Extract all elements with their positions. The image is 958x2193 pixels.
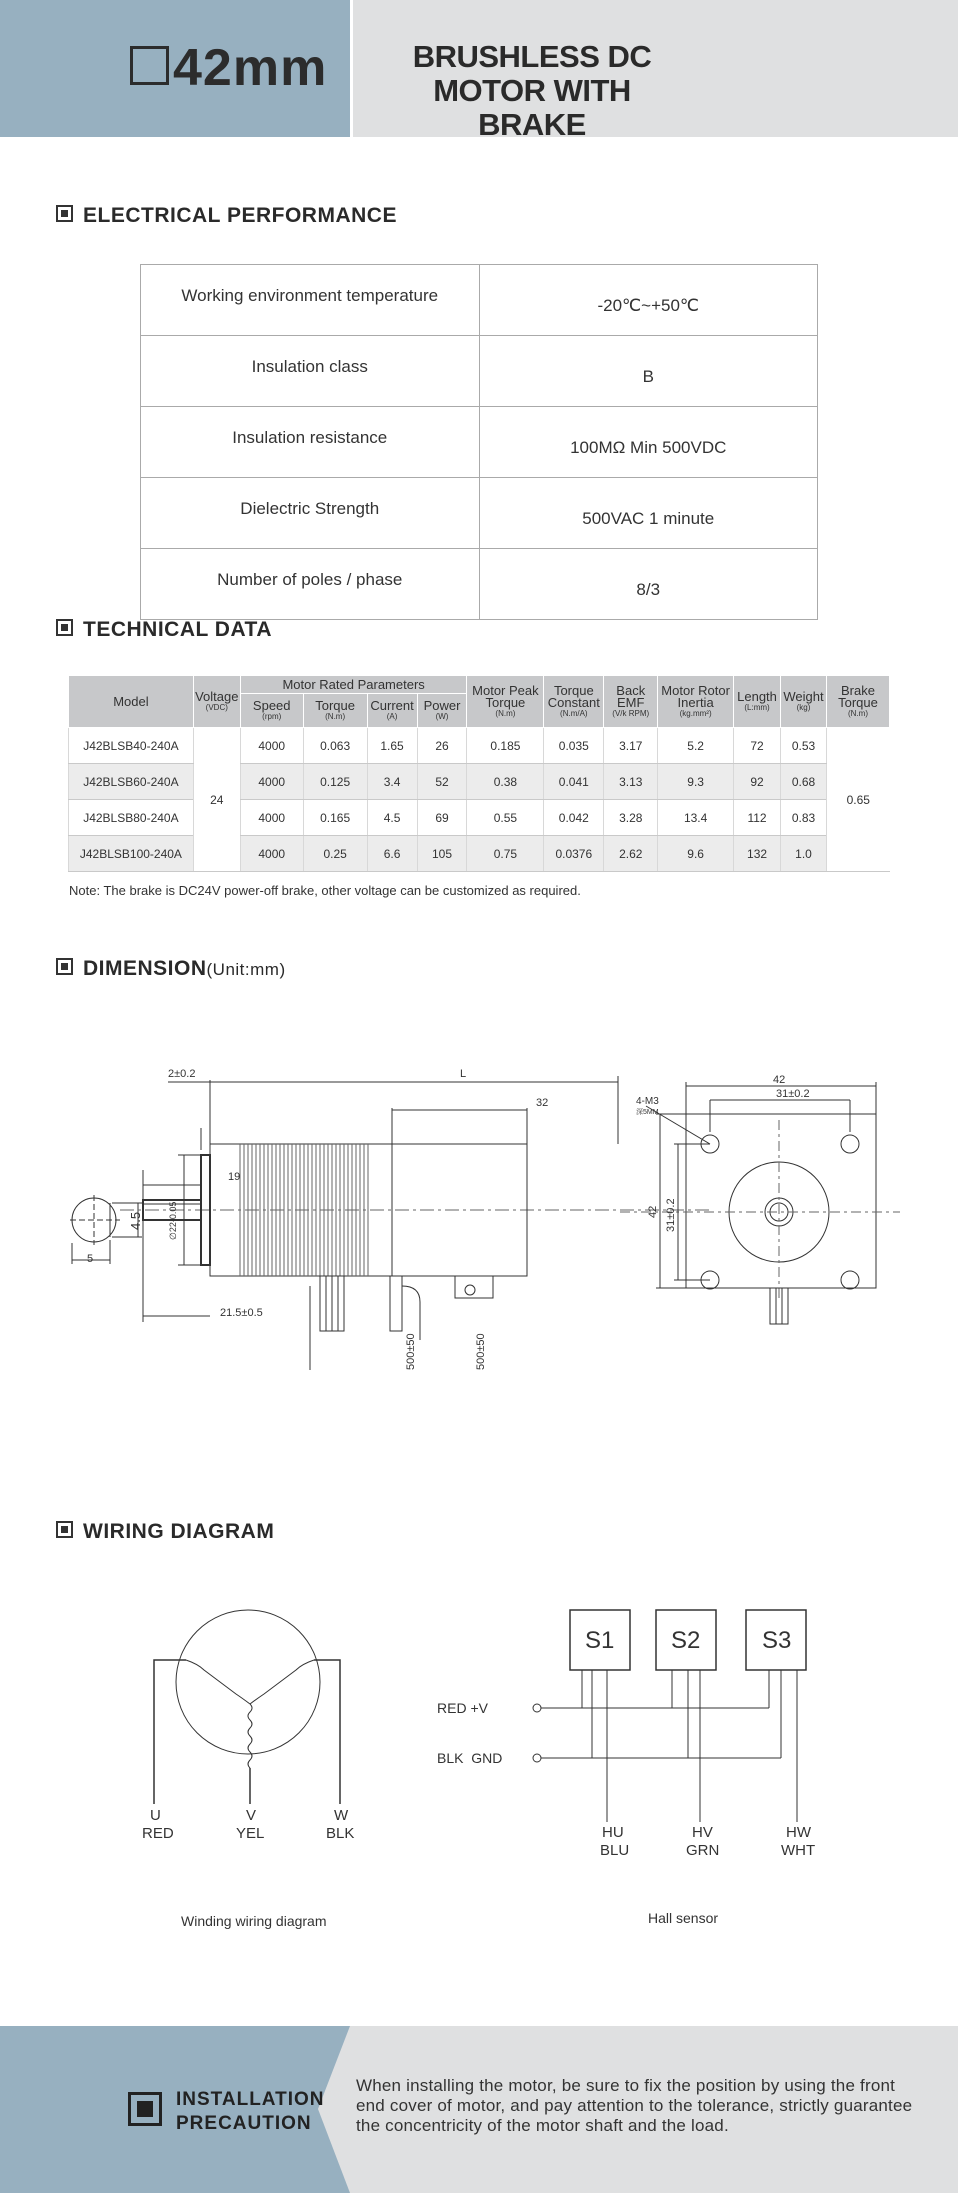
table-cell-label: Insulation resistance bbox=[141, 407, 480, 478]
cell-torque: 0.063 bbox=[303, 728, 367, 764]
header-label: Speed bbox=[252, 698, 291, 713]
header-label: Brake Torque bbox=[838, 683, 878, 710]
section-title: TECHNICAL DATA bbox=[83, 618, 272, 641]
power-ground-label: BLK GND bbox=[437, 1750, 503, 1766]
cell-speed: 4000 bbox=[240, 800, 303, 836]
cell-emf: 3.28 bbox=[604, 800, 658, 836]
cell-model: J42BLSB40-240A bbox=[69, 728, 194, 764]
sensor-s3: S3 bbox=[762, 1627, 792, 1654]
dim-shaft-width: 5 bbox=[87, 1253, 94, 1265]
table-row bbox=[69, 800, 890, 836]
phase-v: V bbox=[246, 1807, 257, 1824]
cell-model: J42BLSB100-240A bbox=[69, 836, 194, 872]
dimension-drawing bbox=[60, 1040, 900, 1420]
header-torque bbox=[303, 694, 367, 728]
table-cell-value: 500VAC 1 minute bbox=[479, 478, 818, 549]
hall-sensor-diagram bbox=[437, 1610, 815, 1859]
table-cell-value: 100MΩ Min 500VDC bbox=[479, 407, 818, 478]
dim-holes-depth: 深5MM bbox=[636, 1109, 659, 1116]
section-title: WIRING DIAGRAM bbox=[83, 1520, 275, 1543]
section-dimension-heading bbox=[56, 957, 286, 981]
cell-power: 52 bbox=[417, 764, 467, 800]
section-title: DIMENSION bbox=[83, 957, 207, 980]
section-unit: (Unit:mm) bbox=[206, 960, 286, 979]
table-cell-label: Number of poles / phase bbox=[141, 549, 480, 620]
hall-hu-color: BLU bbox=[600, 1842, 630, 1859]
table-cell-label: Working environment temperature bbox=[141, 265, 480, 336]
phase-w: W bbox=[334, 1807, 349, 1824]
header-brake-torque bbox=[826, 676, 889, 728]
dim-length: L bbox=[460, 1068, 467, 1080]
cell-inertia: 9.6 bbox=[658, 836, 734, 872]
footer-text: When installing the motor, be sure to fix the position by using the front end cover of motor, and pay attention to the tolerance, strictly guarantee the concentricity of the motor shaft and the load. bbox=[356, 2076, 913, 2135]
cell-emf: 3.13 bbox=[604, 764, 658, 800]
installation-footer bbox=[0, 2026, 958, 2193]
header-unit: (N.m) bbox=[325, 712, 346, 721]
dim-height: 42 bbox=[647, 1205, 659, 1218]
header-power bbox=[417, 694, 467, 728]
cell-length: 72 bbox=[734, 728, 781, 764]
dim-flange: 2±0.2 bbox=[168, 1068, 196, 1080]
section-technical-heading bbox=[56, 618, 272, 642]
header-label: Power bbox=[423, 698, 461, 713]
cell-length: 92 bbox=[734, 764, 781, 800]
cell-power: 69 bbox=[417, 800, 467, 836]
header-unit: (kg.mm²) bbox=[679, 709, 712, 718]
header-unit: (N.m) bbox=[495, 709, 516, 718]
header-back-emf bbox=[604, 676, 658, 728]
header-length bbox=[734, 676, 781, 728]
section-square-icon bbox=[56, 958, 73, 975]
cell-weight: 1.0 bbox=[781, 836, 827, 872]
cell-length: 132 bbox=[734, 836, 781, 872]
header-model: Model bbox=[69, 676, 194, 728]
cell-speed: 4000 bbox=[240, 728, 303, 764]
hall-hw-color: WHT bbox=[781, 1842, 816, 1859]
cell-emf: 3.17 bbox=[604, 728, 658, 764]
technical-table bbox=[68, 675, 890, 872]
footer-title-line2: PRECAUTION bbox=[176, 2113, 312, 2134]
hall-hu: HU bbox=[602, 1824, 624, 1841]
phase-v-color: YEL bbox=[236, 1825, 265, 1842]
table-row bbox=[69, 836, 890, 872]
warning-square-icon bbox=[128, 2092, 162, 2126]
header-speed bbox=[240, 694, 303, 728]
cell-weight: 0.83 bbox=[781, 800, 827, 836]
table-cell-label: Dielectric Strength bbox=[141, 478, 480, 549]
table-cell-value: B bbox=[479, 336, 818, 407]
product-title bbox=[382, 40, 682, 142]
cell-torque: 0.165 bbox=[303, 800, 367, 836]
cell-weight: 0.68 bbox=[781, 764, 827, 800]
page-header bbox=[0, 0, 958, 142]
cell-inertia: 13.4 bbox=[658, 800, 734, 836]
section-square-icon bbox=[56, 619, 73, 636]
cell-constant: 0.0376 bbox=[544, 836, 604, 872]
section-square-icon bbox=[56, 205, 73, 222]
shaft-end-view bbox=[70, 1195, 143, 1265]
cell-current: 1.65 bbox=[367, 728, 417, 764]
cell-current: 6.6 bbox=[367, 836, 417, 872]
header-unit: (A) bbox=[386, 712, 398, 721]
cell-peak: 0.75 bbox=[467, 836, 544, 872]
winding-caption: Winding wiring diagram bbox=[181, 1913, 327, 1929]
header-label: Length bbox=[737, 689, 777, 704]
cell-weight: 0.53 bbox=[781, 728, 827, 764]
table-row bbox=[141, 407, 818, 478]
dim-hole-pitch: 31±0.2 bbox=[776, 1088, 810, 1100]
cell-model: J42BLSB80-240A bbox=[69, 800, 194, 836]
header-unit: (kg) bbox=[796, 703, 811, 712]
hall-hw: HW bbox=[786, 1824, 811, 1841]
cell-peak: 0.185 bbox=[467, 728, 544, 764]
motor-side-view bbox=[120, 1068, 710, 1370]
phase-w-color: BLK bbox=[326, 1825, 355, 1842]
table-row bbox=[141, 549, 818, 620]
cell-constant: 0.041 bbox=[544, 764, 604, 800]
header-torque-constant bbox=[544, 676, 604, 728]
header-label: Torque Constant bbox=[547, 683, 600, 710]
cell-power: 26 bbox=[417, 728, 467, 764]
frame-size-text: 42mm bbox=[173, 39, 328, 97]
header-unit: (W) bbox=[435, 712, 449, 721]
brake-note: Note: The brake is DC24V power-off brake, other voltage can be customized as required. bbox=[69, 883, 581, 898]
section-electrical-heading bbox=[56, 204, 397, 228]
product-title-line2: MOTOR WITH BRAKE bbox=[433, 73, 631, 142]
cell-model: J42BLSB60-240A bbox=[69, 764, 194, 800]
header-label: Motor Rotor Inertia bbox=[661, 683, 730, 710]
cell-constant: 0.042 bbox=[544, 800, 604, 836]
table-row bbox=[141, 478, 818, 549]
square-icon bbox=[130, 46, 169, 85]
header-unit: (N.m) bbox=[847, 709, 868, 718]
electrical-table bbox=[140, 264, 818, 620]
cell-inertia: 9.3 bbox=[658, 764, 734, 800]
footer-title bbox=[176, 2088, 325, 2136]
phase-u-color: RED bbox=[142, 1825, 174, 1842]
cell-inertia: 5.2 bbox=[658, 728, 734, 764]
power-positive-label: RED +V bbox=[437, 1700, 488, 1716]
cell-length: 112 bbox=[734, 800, 781, 836]
dim-lead1: 500±50 bbox=[405, 1333, 417, 1370]
cell-brake-torque: 0.65 bbox=[826, 728, 889, 872]
motor-front-view bbox=[620, 1074, 900, 1324]
hall-caption: Hall sensor bbox=[648, 1910, 719, 1926]
dim-hole-pitch-v: 31±0.2 bbox=[665, 1198, 677, 1232]
hall-hv-color: GRN bbox=[686, 1842, 720, 1859]
header-unit: (N.m/A) bbox=[560, 709, 588, 718]
cell-constant: 0.035 bbox=[544, 728, 604, 764]
header-voltage bbox=[193, 676, 240, 728]
winding-diagram bbox=[142, 1610, 354, 1842]
table-cell-label: Insulation class bbox=[141, 336, 480, 407]
header-unit: (rpm) bbox=[262, 712, 282, 721]
cell-current: 4.5 bbox=[367, 800, 417, 836]
cell-emf: 2.62 bbox=[604, 836, 658, 872]
cell-peak: 0.55 bbox=[467, 800, 544, 836]
cell-speed: 4000 bbox=[240, 836, 303, 872]
table-cell-value: 8/3 bbox=[479, 549, 818, 620]
dim-rear: 32 bbox=[536, 1097, 549, 1109]
table-row bbox=[69, 728, 890, 764]
table-row bbox=[141, 336, 818, 407]
dim-flat: 4.5 bbox=[128, 1211, 143, 1230]
header-label: Motor Peak Torque bbox=[472, 683, 539, 710]
wiring-drawing bbox=[0, 1590, 958, 1950]
header-unit: (L:mm) bbox=[744, 703, 770, 712]
header-unit: (V/k RPM) bbox=[612, 709, 650, 718]
table-header-row bbox=[69, 676, 890, 694]
sensor-s2: S2 bbox=[671, 1627, 701, 1654]
footer-title-line1: INSTALLATION bbox=[176, 2089, 325, 2110]
header-label: Current bbox=[370, 698, 414, 713]
header-peak-torque bbox=[467, 676, 544, 728]
table-row bbox=[69, 764, 890, 800]
header-weight bbox=[781, 676, 827, 728]
dim-lead2: 500±50 bbox=[475, 1333, 487, 1370]
header-label: Voltage bbox=[195, 689, 239, 704]
sensor-s1: S1 bbox=[585, 1627, 615, 1654]
frame-size bbox=[130, 38, 327, 98]
cell-speed: 4000 bbox=[240, 764, 303, 800]
header-label: Back EMF bbox=[616, 683, 646, 710]
dim-total: 21.5±0.5 bbox=[220, 1307, 263, 1319]
table-cell-value: -20℃~+50℃ bbox=[479, 265, 818, 336]
cell-current: 3.4 bbox=[367, 764, 417, 800]
section-square-icon bbox=[56, 1521, 73, 1538]
table-row bbox=[141, 265, 818, 336]
cell-power: 105 bbox=[417, 836, 467, 872]
header-label: Torque bbox=[315, 698, 355, 713]
dim-shaft-diameter: ∅22-0.05 bbox=[168, 1201, 178, 1240]
product-title-line1: BRUSHLESS DC bbox=[412, 39, 652, 74]
cell-torque: 0.125 bbox=[303, 764, 367, 800]
phase-u: U bbox=[150, 1807, 161, 1824]
cell-torque: 0.25 bbox=[303, 836, 367, 872]
dim-holes: 4-M3 bbox=[636, 1096, 659, 1107]
dim-width: 42 bbox=[773, 1074, 786, 1086]
header-unit: (VDC) bbox=[205, 703, 228, 712]
hall-hv: HV bbox=[692, 1824, 713, 1841]
section-title: ELECTRICAL PERFORMANCE bbox=[83, 204, 397, 227]
section-wiring-heading bbox=[56, 1520, 274, 1544]
header-rated-parameters: Motor Rated Parameters bbox=[240, 676, 467, 694]
header-label: Weight bbox=[783, 689, 824, 704]
cell-peak: 0.38 bbox=[467, 764, 544, 800]
cell-voltage: 24 bbox=[193, 728, 240, 872]
dim-shaft-length: 19 bbox=[228, 1171, 241, 1183]
header-rotor-inertia bbox=[658, 676, 734, 728]
header-current bbox=[367, 694, 417, 728]
